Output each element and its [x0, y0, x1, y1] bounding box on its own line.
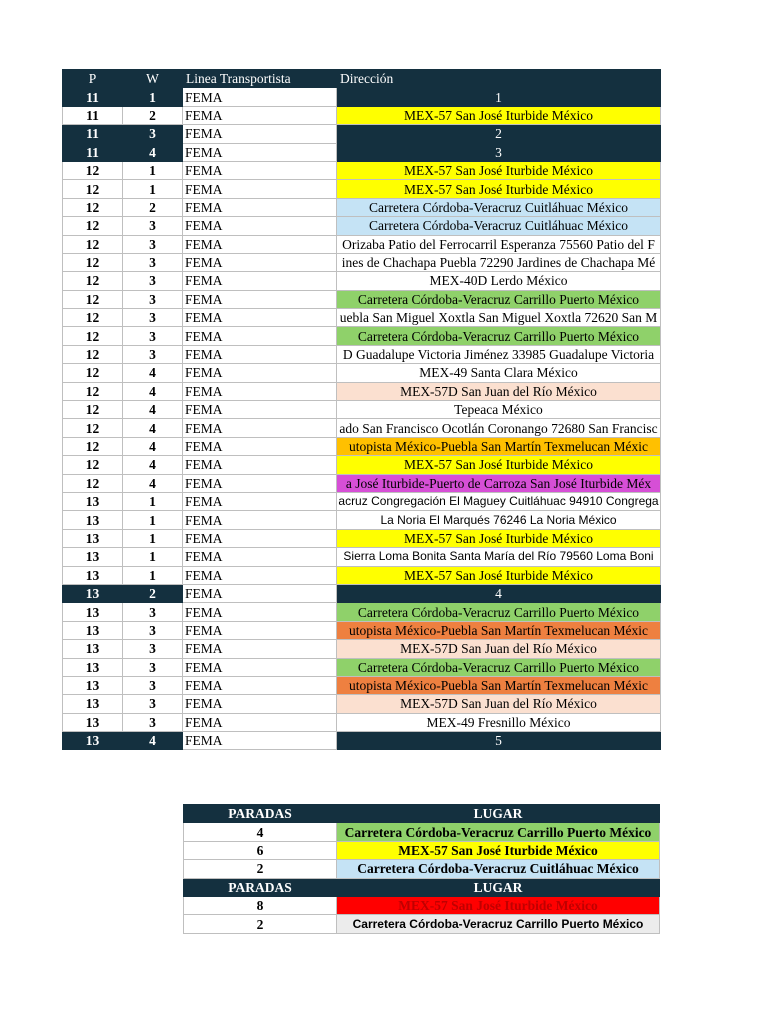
cell-linea: FEMA [183, 603, 337, 621]
cell-p: 13 [63, 566, 123, 584]
table-row [63, 640, 661, 658]
route-table-header [63, 70, 661, 88]
cell-w: 1 [123, 548, 183, 566]
cell-direccion: MEX-49 Santa Clara México [337, 364, 661, 382]
cell-p: 13 [63, 584, 123, 602]
cell-w: 3 [123, 272, 183, 290]
cell-direccion: 3 [337, 143, 661, 161]
cell-linea: FEMA [183, 88, 337, 106]
cell-direccion: MEX-57D San Juan del Río México [337, 695, 661, 713]
cell-p: 13 [63, 658, 123, 676]
cell-w: 3 [123, 713, 183, 731]
summary-row [184, 841, 660, 859]
cell-w: 4 [123, 364, 183, 382]
cell-p: 11 [63, 143, 123, 161]
summary-row [184, 896, 660, 914]
cell-w: 4 [123, 732, 183, 750]
table-row [63, 529, 661, 547]
cell-linea: FEMA [183, 676, 337, 694]
summary-header-paradas: PARADAS [184, 878, 337, 896]
cell-p: 12 [63, 419, 123, 437]
cell-linea: FEMA [183, 290, 337, 308]
cell-p: 12 [63, 345, 123, 363]
summary-cell-paradas: 4 [184, 823, 337, 841]
summary-cell-lugar: MEX-57 San José Iturbide México [337, 841, 660, 859]
cell-p: 12 [63, 401, 123, 419]
cell-p: 13 [63, 529, 123, 547]
cell-linea: FEMA [183, 713, 337, 731]
cell-linea: FEMA [183, 658, 337, 676]
summary-header-row [184, 805, 660, 823]
cell-w: 1 [123, 511, 183, 529]
cell-w: 3 [123, 217, 183, 235]
cell-w: 4 [123, 456, 183, 474]
cell-p: 13 [63, 603, 123, 621]
summary-row [184, 823, 660, 841]
summary-cell-lugar: MEX-57 San José Iturbide México [337, 896, 660, 914]
table-row [63, 621, 661, 639]
cell-linea: FEMA [183, 198, 337, 216]
cell-linea: FEMA [183, 125, 337, 143]
cell-linea: FEMA [183, 309, 337, 327]
cell-direccion: MEX-57 San José Iturbide México [337, 106, 661, 124]
cell-w: 3 [123, 603, 183, 621]
cell-linea: FEMA [183, 419, 337, 437]
cell-w: 3 [123, 658, 183, 676]
table-row [63, 106, 661, 124]
table-row [63, 180, 661, 198]
cell-linea: FEMA [183, 106, 337, 124]
header-p: P [63, 70, 123, 88]
cell-linea: FEMA [183, 566, 337, 584]
cell-w: 4 [123, 401, 183, 419]
summary-cell-lugar: Carretera Córdoba-Veracruz Carrillo Puerto México [337, 915, 660, 933]
cell-p: 12 [63, 309, 123, 327]
summary-cell-paradas: 8 [184, 896, 337, 914]
cell-w: 4 [123, 474, 183, 492]
cell-direccion: a José Iturbide-Puerto de Carroza San José Iturbide Méx [337, 474, 661, 492]
cell-p: 12 [63, 161, 123, 179]
cell-linea: FEMA [183, 732, 337, 750]
cell-direccion: uebla San Miguel Xoxtla San Miguel Xoxtla 72620 San M [337, 309, 661, 327]
table-row [63, 511, 661, 529]
cell-w: 1 [123, 161, 183, 179]
cell-linea: FEMA [183, 272, 337, 290]
cell-p: 12 [63, 364, 123, 382]
cell-linea: FEMA [183, 161, 337, 179]
cell-direccion: Carretera Córdoba-Veracruz Carrillo Puerto México [337, 658, 661, 676]
cell-direccion: Carretera Córdoba-Veracruz Carrillo Puerto México [337, 603, 661, 621]
cell-w: 3 [123, 290, 183, 308]
cell-w: 1 [123, 529, 183, 547]
summary-row [184, 860, 660, 878]
cell-linea: FEMA [183, 474, 337, 492]
cell-linea: FEMA [183, 492, 337, 510]
cell-p: 11 [63, 106, 123, 124]
summary-header-paradas: PARADAS [184, 805, 337, 823]
cell-direccion: D Guadalupe Victoria Jiménez 33985 Guadalupe Victoria [337, 345, 661, 363]
cell-p: 12 [63, 253, 123, 271]
cell-direccion: 4 [337, 584, 661, 602]
cell-p: 12 [63, 474, 123, 492]
table-row [63, 658, 661, 676]
cell-linea: FEMA [183, 364, 337, 382]
cell-direccion: utopista México-Puebla San Martín Texmelucan Méxic [337, 437, 661, 455]
cell-linea: FEMA [183, 529, 337, 547]
cell-w: 4 [123, 382, 183, 400]
cell-linea: FEMA [183, 437, 337, 455]
route-table-body [63, 88, 661, 750]
cell-direccion: 1 [337, 88, 661, 106]
cell-w: 2 [123, 584, 183, 602]
summary-cell-lugar: Carretera Córdoba-Veracruz Carrillo Puerto México [337, 823, 660, 841]
summary-header-lugar: LUGAR [337, 878, 660, 896]
table-row [63, 437, 661, 455]
cell-p: 12 [63, 437, 123, 455]
table-row [63, 143, 661, 161]
cell-w: 3 [123, 345, 183, 363]
cell-direccion: utopista México-Puebla San Martín Texmelucan Méxic [337, 621, 661, 639]
table-row [63, 492, 661, 510]
cell-w: 2 [123, 106, 183, 124]
summary-cell-paradas: 2 [184, 860, 337, 878]
table-row [63, 566, 661, 584]
table-row [63, 382, 661, 400]
cell-linea: FEMA [183, 345, 337, 363]
table-row [63, 584, 661, 602]
cell-w: 1 [123, 566, 183, 584]
cell-p: 13 [63, 640, 123, 658]
cell-w: 3 [123, 695, 183, 713]
cell-p: 12 [63, 290, 123, 308]
cell-w: 3 [123, 125, 183, 143]
cell-direccion: La Noria El Marqués 76246 La Noria México [337, 511, 661, 529]
table-row [63, 713, 661, 731]
cell-linea: FEMA [183, 456, 337, 474]
summary-cell-lugar: Carretera Córdoba-Veracruz Cuitláhuac México [337, 860, 660, 878]
table-row [63, 88, 661, 106]
summary-cell-paradas: 2 [184, 915, 337, 933]
cell-direccion: 5 [337, 732, 661, 750]
cell-direccion: Carretera Córdoba-Veracruz Cuitláhuac México [337, 198, 661, 216]
cell-linea: FEMA [183, 640, 337, 658]
table-row [63, 290, 661, 308]
summary-row [184, 915, 660, 933]
table-row [63, 603, 661, 621]
table-row [63, 125, 661, 143]
cell-linea: FEMA [183, 548, 337, 566]
cell-linea: FEMA [183, 511, 337, 529]
cell-p: 13 [63, 621, 123, 639]
cell-direccion: ines de Chachapa Puebla 72290 Jardines de Chachapa Mé [337, 253, 661, 271]
cell-w: 3 [123, 309, 183, 327]
table-row [63, 272, 661, 290]
cell-linea: FEMA [183, 584, 337, 602]
cell-p: 11 [63, 125, 123, 143]
table-row [63, 309, 661, 327]
cell-p: 13 [63, 548, 123, 566]
summary-header-row [184, 878, 660, 896]
cell-direccion: MEX-57D San Juan del Río México [337, 382, 661, 400]
header-w: W [123, 70, 183, 88]
cell-linea: FEMA [183, 401, 337, 419]
table-row [63, 345, 661, 363]
cell-direccion: MEX-49 Fresnillo México [337, 713, 661, 731]
cell-w: 3 [123, 640, 183, 658]
cell-p: 12 [63, 327, 123, 345]
cell-w: 1 [123, 180, 183, 198]
table-row [63, 364, 661, 382]
cell-linea: FEMA [183, 327, 337, 345]
summary-table-body [184, 805, 660, 934]
cell-direccion: MEX-57 San José Iturbide México [337, 529, 661, 547]
cell-w: 1 [123, 492, 183, 510]
table-row [63, 419, 661, 437]
cell-linea: FEMA [183, 180, 337, 198]
cell-p: 12 [63, 382, 123, 400]
cell-p: 12 [63, 272, 123, 290]
table-row [63, 401, 661, 419]
cell-p: 13 [63, 732, 123, 750]
cell-p: 12 [63, 217, 123, 235]
cell-w: 3 [123, 253, 183, 271]
cell-p: 13 [63, 713, 123, 731]
cell-linea: FEMA [183, 382, 337, 400]
cell-linea: FEMA [183, 695, 337, 713]
cell-linea: FEMA [183, 143, 337, 161]
cell-direccion: Sierra Loma Bonita Santa María del Río 79560 Loma Boni [337, 548, 661, 566]
table-row [63, 474, 661, 492]
summary-header-lugar: LUGAR [337, 805, 660, 823]
cell-w: 4 [123, 419, 183, 437]
cell-w: 4 [123, 143, 183, 161]
cell-linea: FEMA [183, 253, 337, 271]
cell-direccion: Orizaba Patio del Ferrocarril Esperanza 75560 Patio del F [337, 235, 661, 253]
cell-p: 13 [63, 695, 123, 713]
cell-direccion: MEX-57 San José Iturbide México [337, 180, 661, 198]
cell-direccion: 2 [337, 125, 661, 143]
cell-w: 3 [123, 235, 183, 253]
cell-w: 1 [123, 88, 183, 106]
cell-p: 13 [63, 492, 123, 510]
cell-w: 2 [123, 198, 183, 216]
cell-direccion: MEX-57D San Juan del Río México [337, 640, 661, 658]
cell-direccion: Carretera Córdoba-Veracruz Carrillo Puerto México [337, 327, 661, 345]
header-direccion: Dirección [337, 70, 661, 88]
cell-p: 11 [63, 88, 123, 106]
cell-direccion: MEX-57 San José Iturbide México [337, 456, 661, 474]
cell-direccion: acruz Congregación El Maguey Cuitláhuac 94910 Congrega [337, 492, 661, 510]
table-row [63, 676, 661, 694]
cell-direccion: MEX-57 San José Iturbide México [337, 161, 661, 179]
cell-p: 13 [63, 676, 123, 694]
cell-p: 12 [63, 180, 123, 198]
cell-linea: FEMA [183, 621, 337, 639]
header-linea: Linea Transportista [183, 70, 337, 88]
cell-direccion: Tepeaca México [337, 401, 661, 419]
cell-direccion: ado San Francisco Ocotlán Coronango 72680 San Francisc [337, 419, 661, 437]
route-table [62, 69, 661, 750]
cell-direccion: utopista México-Puebla San Martín Texmelucan Méxic [337, 676, 661, 694]
table-row [63, 161, 661, 179]
cell-w: 3 [123, 327, 183, 345]
cell-direccion: Carretera Córdoba-Veracruz Cuitláhuac México [337, 217, 661, 235]
cell-linea: FEMA [183, 217, 337, 235]
cell-p: 13 [63, 511, 123, 529]
table-row [63, 327, 661, 345]
summary-cell-paradas: 6 [184, 841, 337, 859]
cell-direccion: Carretera Córdoba-Veracruz Carrillo Puerto México [337, 290, 661, 308]
cell-w: 3 [123, 676, 183, 694]
table-row [63, 548, 661, 566]
table-row [63, 235, 661, 253]
table-row [63, 253, 661, 271]
cell-direccion: MEX-40D Lerdo México [337, 272, 661, 290]
cell-p: 12 [63, 456, 123, 474]
cell-direccion: MEX-57 San José Iturbide México [337, 566, 661, 584]
cell-w: 3 [123, 621, 183, 639]
table-row [63, 695, 661, 713]
cell-p: 12 [63, 198, 123, 216]
cell-w: 4 [123, 437, 183, 455]
table-row [63, 732, 661, 750]
cell-linea: FEMA [183, 235, 337, 253]
table-row [63, 217, 661, 235]
table-row [63, 456, 661, 474]
table-row [63, 198, 661, 216]
summary-table [183, 804, 660, 934]
cell-p: 12 [63, 235, 123, 253]
